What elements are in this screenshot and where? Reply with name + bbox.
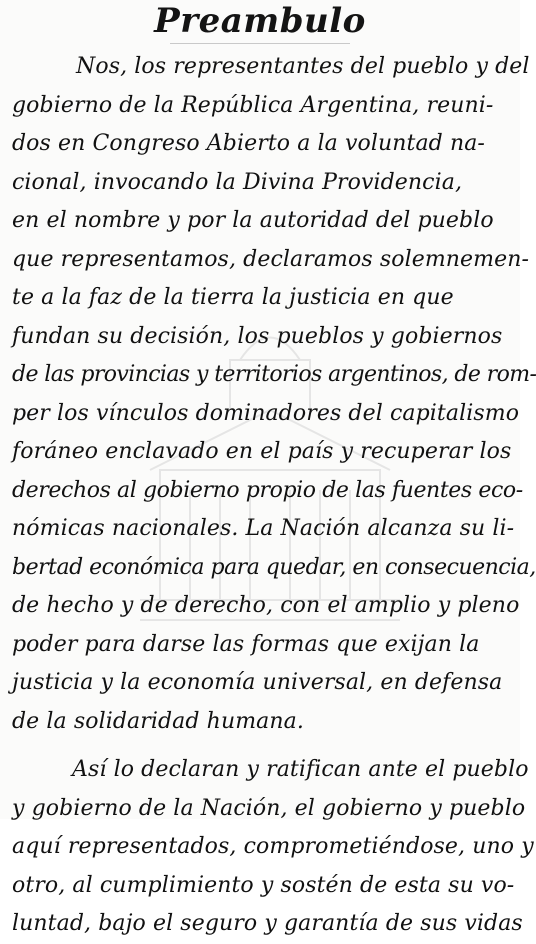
text-line: per los vínculos dominadores del capitalismo [12, 400, 520, 426]
text-line: bertad económica para quedar, en consecuencia, [12, 554, 536, 580]
text-line: luntad, bajo el seguro y garantía de sus vidas [12, 911, 523, 936]
text-line: Así lo declaran y ratifican ante el pueblo [72, 757, 529, 782]
title-underline [170, 43, 350, 44]
paragraph [12, 48, 536, 741]
text-line: de hecho y de derecho, con el amplio y pleno [12, 593, 520, 618]
text-line: y gobierno de la Nación, el gobierno y pueblo [12, 795, 526, 821]
text-line: derechos al gobierno propio de las fuentes eco- [12, 477, 523, 503]
text-line: foráneo enclavado en el país y recuperar los [12, 439, 512, 464]
preamble-text [12, 48, 536, 944]
paragraph-gap [12, 741, 512, 751]
text-line: que representamos, declaramos solemnemen- [12, 246, 530, 272]
text-line: gobierno de la República Argentina, reuni- [12, 92, 494, 118]
text-line: otro, al cumplimiento y sostén de esta su vo- [12, 872, 515, 898]
text-line: Nos, los representantes del pueblo y del [76, 54, 530, 79]
text-line: poder para darse las formas que exijan la [12, 631, 480, 657]
text-line: justicia y la economía universal, en defensa [12, 670, 503, 695]
text-line: fundan su decisión, los pueblos y gobiernos [12, 323, 503, 349]
page-title: Preambulo [154, 1, 366, 41]
text-line: en el nombre y por la autoridad del pueblo [12, 208, 494, 233]
text-line: dos en Congreso Abierto a la voluntad na- [12, 131, 485, 156]
text-line: cional, invocando la Divina Providencia, [12, 169, 463, 195]
text-line: aquí representados, comprometiéndose, uno y [12, 834, 534, 859]
text-line: de las provincias y territorios argentinos, de rom- [12, 362, 536, 387]
text-line: nómicas nacionales. La Nación alcanza su li- [12, 516, 515, 541]
text-line: te a la faz de la tierra la justicia en que [12, 285, 454, 310]
text-line: de la solidaridad humana. [12, 708, 304, 734]
paragraph [12, 751, 534, 944]
